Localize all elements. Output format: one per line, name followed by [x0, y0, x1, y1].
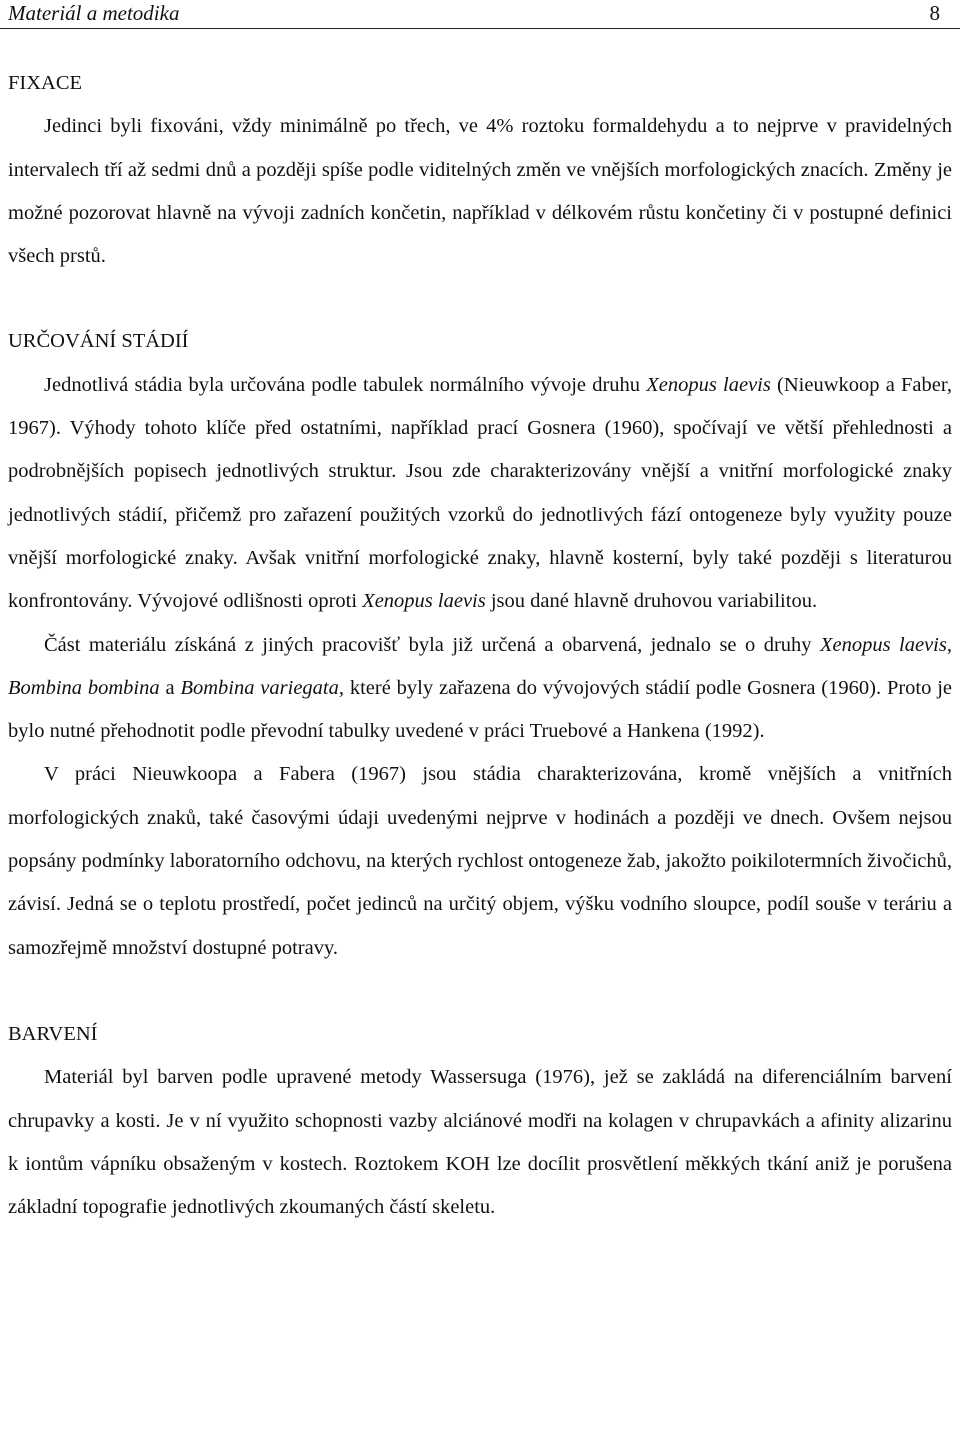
header-title: Materiál a metodika [8, 1, 180, 25]
species-name: Bombina variegata [180, 676, 339, 699]
page-content [8, 62, 952, 1229]
section-heading-urcovani: URČOVÁNÍ STÁDIÍ [8, 330, 189, 353]
page-header [0, 0, 960, 29]
paragraph-urcovani-1 [8, 364, 952, 624]
species-name: Xenopus laevis [362, 590, 486, 613]
section-heading-fixace: FIXACE [8, 72, 83, 94]
text-run: jsou dané hlavně druhovou variabilitou. [485, 590, 818, 613]
text-run: Část materiálu získáná z jiných pracovišť byla již určená a obarvená, jednalo se o druhy [44, 633, 820, 656]
paragraph-fixace: Jedinci byli fixováni, vždy minimálně po třech, ve 4% roztoku formaldehydu a to nejprve v pravidelných intervalech tří až sedmi dnů a později spíše podle viditelných změn ve vnějších morfologických znacích. Změny je možné pozorovat hlavně na vývoji zadních končetin, například v délkovém růstu končetiny či v postupné definici všech prstů. [8, 115, 952, 268]
section-heading-barveni: BARVENÍ [8, 1022, 98, 1045]
paragraph-urcovani-2 [8, 624, 952, 754]
spacer [8, 970, 952, 1013]
paragraph-urcovani-3: V práci Nieuwkoopa a Fabera (1967) jsou stádia charakterizována, kromě vnějších a vnitřních morfologických znaků, také časovými údaji uvedenými nejprve v hodinách a později ve dnech. Ovšem nejsou popsány podmínky laboratorního odchovu, na kterých rychlost ontogeneze žab, jakožto poikilotermních živočichů, závisí. Jedná se o teplotu prostředí, počet jedinců na určitý objem, výšku vodního sloupce, podíl souše v teráriu a samozřejmě množství dostupné potravy. [8, 763, 952, 959]
species-name: Xenopus laevis, Bombina bombina [8, 633, 952, 699]
species-name: Xenopus laevis [646, 373, 771, 396]
text-run: a [159, 676, 181, 699]
spacer [8, 278, 952, 320]
text-run: (Nieuwkoop a Faber, 1967). Výhody tohoto klíče před ostatními, například prací Gosnera (1960), spočívají ve větší přehlednosti a podrobnějších popisech jednotlivých struktur. Jsou zde charakterizovány vnější a vnitřní morfologické znaky jednotlivých stádií, přičemž pro zařazení použitých vzorků do jednotlivých fází ontogeneze byly využity pouze vnější morfologické znaky. Avšak vnitřní morfologické znaky, hlavně kosterní, byly také později s literaturou konfrontovány. Vývojové odlišnosti oproti [8, 373, 952, 613]
paragraph-barveni: Materiál byl barven podle upravené metody Wassersuga (1976), jež se zakládá na diferenciálním barvení chrupavky a kosti. Je v ní využito schopnosti vazby alciánové modři na kolagen v chrupavkách a afinity alizarinu k iontům vápníku obsaženým v kostech. Roztokem KOH lze docílit prosvětlení měkkých tkání aniž je porušena základní topografie jednotlivých zkoumaných částí skeletu. [8, 1066, 952, 1219]
page-number: 8 [929, 1, 940, 25]
text-run: Jednotlivá stádia byla určována podle tabulek normálního vývoje druhu [44, 373, 647, 396]
text-run: , které byly zařazena do vývojových stádií podle Gosnera (1960). Proto je bylo nutné přehodnotit podle převodní tabulky uvedené v práci Truebové a Hankena (1992). [8, 676, 953, 743]
